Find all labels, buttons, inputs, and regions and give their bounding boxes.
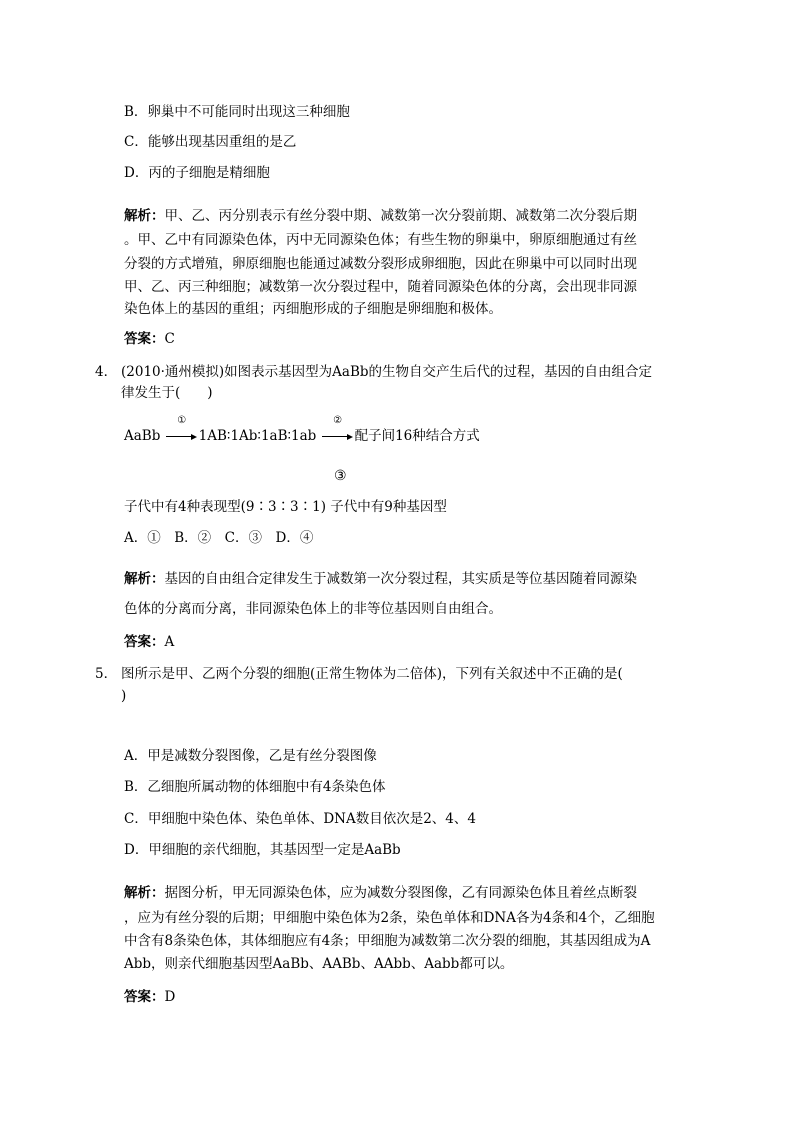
q4-stem-line-1: (2010·通州模拟)如图表示基因型为AaBb的生物自交产生后代的过程，基因的自由组合定: [121, 364, 653, 380]
q4-analysis-label: 解析：: [124, 571, 165, 587]
q5-option-c: C．甲细胞中染色体、染色单体、DNA数目依次是2、4、4: [124, 811, 476, 827]
q3-analysis-line-5: 染色体上的基因的重组；丙细胞形成的子细胞是卵细胞和极体。: [124, 301, 502, 317]
q5-stem-line-1: 图所示是甲、乙两个分裂的细胞(正常生物体为二倍体)，下列有关叙述中不正确的是(: [121, 666, 623, 682]
q3-option-c: C．能够出现基因重组的是乙: [124, 134, 297, 150]
genotype-start: AaBb: [124, 428, 161, 444]
gamete-ratio: 1AB∶1Ab∶1aB∶1ab: [198, 428, 317, 444]
q5-analysis-line-3: 中含有8条染色体，其体细胞应有4条；甲细胞为减数第二次分裂的细胞，其基因组成为A: [124, 933, 651, 949]
q5-analysis-line-4: Abb，则亲代细胞基因型AaBb、AABb、AAbb、Aabb都可以。: [124, 956, 514, 972]
q5-analysis-line-1: 解析：据图分析，甲无同源染色体，应为减数分裂图像，乙有同源染色体且着丝点断裂: [124, 885, 637, 901]
q5-analysis-line-2: ，应为有丝分裂的后期；甲细胞中染色体为2条，染色单体和DNA各为4条和4个，乙细胞: [124, 910, 655, 926]
q3-analysis-line-3: 分裂的方式增殖，卵原细胞也能通过减数分裂形成卵细胞，因此在卵巢中可以同时出现: [124, 256, 637, 272]
step-1-label: ①: [177, 415, 187, 426]
q4-options: A．① B．② C．③ D．④: [124, 530, 314, 546]
q4-diagram-row: [124, 415, 480, 445]
q3-analysis-line-4: 甲、乙、丙三种细胞；减数第一次分裂过程中，随着同源染色体的分离，会出现非同源: [124, 279, 637, 295]
q3-analysis-line-1: 解析：甲、乙、丙分别表示有丝分裂中期、减数第一次分裂前期、减数第二次分裂后期: [124, 208, 637, 224]
q4-analysis-line-2: 色体的分离而分离，非同源染色体上的非等位基因则自由组合。: [124, 601, 502, 617]
step-2-label: ②: [333, 415, 343, 426]
q3-analysis-line-2: 。甲、乙中有同源染色体，丙中无同源染色体；有些生物的卵巢中，卵原细胞通过有丝: [124, 232, 637, 248]
arrow-step-1: [165, 415, 199, 445]
q5-option-a: A．甲是减数分裂图像，乙是有丝分裂图像: [124, 748, 377, 764]
arrow-step-2: [321, 415, 355, 445]
q4-number: 4．: [95, 364, 118, 380]
q4-answer: 答案：A: [124, 634, 175, 650]
q4-stem-line-2: 律发生于( ): [121, 385, 213, 401]
q5-option-d: D．甲细胞的亲代细胞，其基因型一定是AaBb: [124, 842, 401, 858]
q4-analysis-line-1: 解析：基因的自由组合定律发生于减数第一次分裂过程，其实质是等位基因随着同源染: [124, 571, 637, 587]
step-3-label: ③: [334, 468, 347, 484]
q5-number: 5．: [95, 666, 118, 682]
gamete-combinations: 配子间16种结合方式: [354, 428, 480, 444]
q3-analysis-label: 解析：: [124, 208, 165, 224]
offspring-result: 子代中有4种表现型(9∶3∶3∶1) 子代中有9种基因型: [124, 499, 447, 515]
q5-analysis-label: 解析：: [124, 885, 165, 901]
q5-answer: 答案：D: [124, 989, 176, 1005]
q5-option-b: B．乙细胞所属动物的体细胞中有4条染色体: [124, 779, 386, 795]
q3-answer: 答案：C: [124, 331, 175, 347]
q3-option-d: D．丙的子细胞是精细胞: [124, 165, 270, 181]
q5-stem-line-2: ): [121, 688, 127, 704]
q3-option-b: B．卵巢中不可能同时出现这三种细胞: [124, 104, 350, 120]
